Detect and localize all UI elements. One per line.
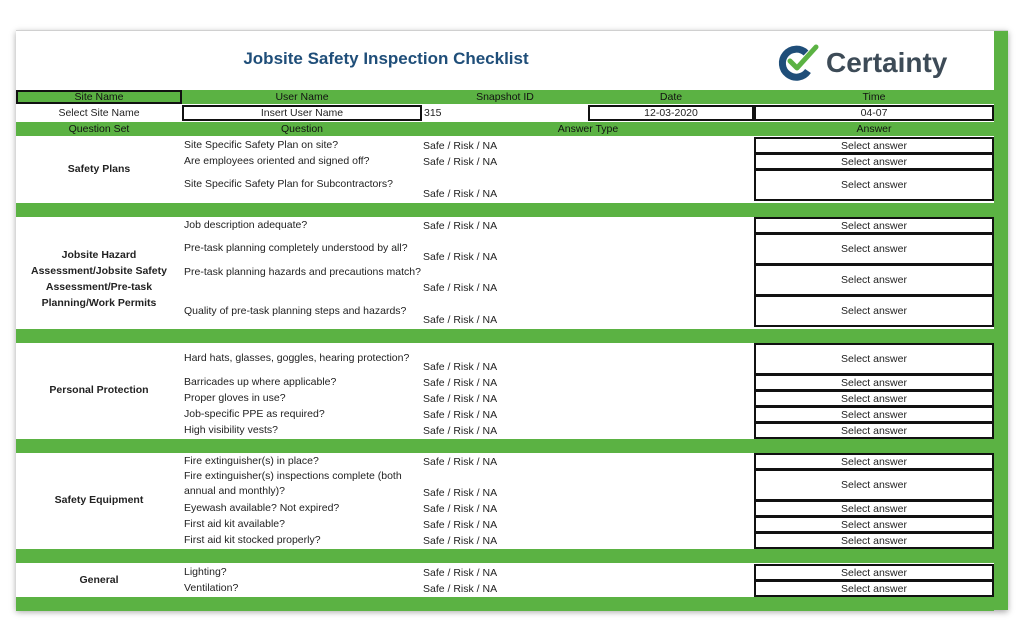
question-text: Pre-task planning completely understood by all? — [184, 242, 408, 254]
answer-select[interactable]: Select answer — [754, 422, 994, 439]
question-set-header: Question Set — [16, 122, 182, 136]
answer-type-text: Safe / Risk / NA — [423, 377, 498, 389]
bottom-accent-bar — [16, 597, 994, 611]
question-text: Hard hats, glasses, goggles, hearing protection? — [184, 352, 410, 364]
section-label-personal-protection: Personal Protection — [49, 384, 149, 396]
answer-select[interactable]: Select answer — [754, 295, 994, 327]
section-separator — [16, 329, 994, 343]
answer-select[interactable]: Select answer — [754, 564, 994, 581]
question-text: Proper gloves in use? — [184, 392, 286, 404]
snapshot-id-value[interactable]: 315 — [424, 107, 442, 119]
question-text: Ventilation? — [184, 582, 239, 594]
question-text: Quality of pre-task planning steps and hazards? — [184, 305, 407, 317]
answer-select[interactable]: Select answer — [754, 406, 994, 423]
answer-select[interactable]: Select answer — [754, 374, 994, 391]
answer-select[interactable]: Select answer — [754, 264, 994, 296]
answer-select[interactable]: Select answer — [754, 516, 994, 533]
question-text: Fire extinguisher(s) inspections complete (both annual and monthly)? — [184, 470, 402, 497]
answer-type-text: Safe / Risk / NA — [423, 409, 498, 421]
answer-select[interactable]: Select answer — [754, 469, 994, 501]
question-text: Job description adequate? — [184, 219, 308, 231]
answer-type-text: Safe / Risk / NA — [423, 535, 498, 547]
answer-type-text: Safe / Risk / NA — [423, 567, 498, 579]
certainty-logo — [776, 41, 947, 85]
answer-select[interactable]: Select answer — [754, 169, 994, 201]
section-label-safety-equipment: Safety Equipment — [54, 494, 144, 506]
answer-type-text: Safe / Risk / NA — [423, 251, 498, 263]
time-header: Time — [754, 90, 994, 104]
answer-type-text: Safe / Risk / NA — [423, 314, 498, 326]
section-label-general: General — [79, 574, 119, 586]
answer-select[interactable]: Select answer — [754, 500, 994, 517]
answer-type-text: Safe / Risk / NA — [423, 393, 498, 405]
checklist-sheet — [16, 30, 1008, 610]
page-title: Jobsite Safety Inspection Checklist — [243, 49, 529, 68]
section-label-safety-plans: Safety Plans — [67, 163, 131, 175]
answer-type-text: Safe / Risk / NA — [423, 140, 498, 152]
section-separator — [16, 549, 994, 563]
right-accent-bar — [994, 31, 1008, 610]
site-name-header: Site Name — [16, 90, 182, 104]
answer-type-text: Safe / Risk / NA — [423, 220, 498, 232]
logo-text: Certainty — [826, 47, 948, 78]
answer-select[interactable]: Select answer — [754, 233, 994, 265]
answer-select[interactable]: Select answer — [754, 137, 994, 154]
answer-type-text: Safe / Risk / NA — [423, 156, 498, 168]
date-input[interactable]: 12-03-2020 — [588, 105, 754, 121]
answer-type-text: Safe / Risk / NA — [423, 188, 498, 200]
answer-select[interactable]: Select answer — [754, 453, 994, 470]
answer-select[interactable]: Select answer — [754, 153, 994, 170]
question-text: First aid kit stocked properly? — [184, 534, 321, 546]
question-text: Site Specific Safety Plan for Subcontractors? — [184, 178, 393, 190]
question-text: High visibility vests? — [184, 424, 278, 436]
answer-type-text: Safe / Risk / NA — [423, 282, 498, 294]
snapshot-id-header: Snapshot ID — [422, 90, 588, 104]
answer-select[interactable]: Select answer — [754, 580, 994, 597]
answer-type-text: Safe / Risk / NA — [423, 503, 498, 515]
question-text: Are employees oriented and signed off? — [184, 155, 370, 167]
answer-select[interactable]: Select answer — [754, 532, 994, 549]
question-text: Site Specific Safety Plan on site? — [184, 139, 339, 151]
answer-type-text: Safe / Risk / NA — [423, 361, 498, 373]
question-text: First aid kit available? — [184, 518, 285, 530]
question-text: Lighting? — [184, 566, 227, 578]
question-header: Question — [182, 122, 422, 136]
certainty-logo-icon — [776, 43, 822, 83]
answer-type-text: Safe / Risk / NA — [423, 456, 498, 468]
time-input[interactable]: 04-07 — [754, 105, 994, 121]
answer-type-text: Safe / Risk / NA — [423, 425, 498, 437]
answer-type-text: Safe / Risk / NA — [423, 519, 498, 531]
section-separator — [16, 439, 994, 453]
site-name-select[interactable]: Select Site Name — [58, 107, 140, 119]
answer-type-text: Safe / Risk / NA — [423, 583, 498, 595]
date-header: Date — [588, 90, 754, 104]
user-name-input[interactable]: Insert User Name — [182, 105, 422, 121]
answer-select[interactable]: Select answer — [754, 217, 994, 234]
user-name-header: User Name — [182, 90, 422, 104]
section-label-jobsite-hazard: Jobsite Hazard Assessment/Jobsite Safety Assessment/Pre-task Planning/Work Permits — [31, 249, 167, 309]
question-text: Barricades up where applicable? — [184, 376, 337, 388]
section-separator — [16, 203, 994, 217]
answer-select[interactable]: Select answer — [754, 343, 994, 375]
answer-select[interactable]: Select answer — [754, 390, 994, 407]
question-text: Fire extinguisher(s) in place? — [184, 455, 319, 467]
question-text: Job-specific PPE as required? — [184, 408, 325, 420]
question-text: Pre-task planning hazards and precautions match? — [184, 266, 421, 278]
question-text: Eyewash available? Not expired? — [184, 502, 340, 514]
answer-type-header: Answer Type — [422, 122, 754, 136]
answer-type-text: Safe / Risk / NA — [423, 487, 498, 499]
answer-header: Answer — [754, 122, 994, 136]
